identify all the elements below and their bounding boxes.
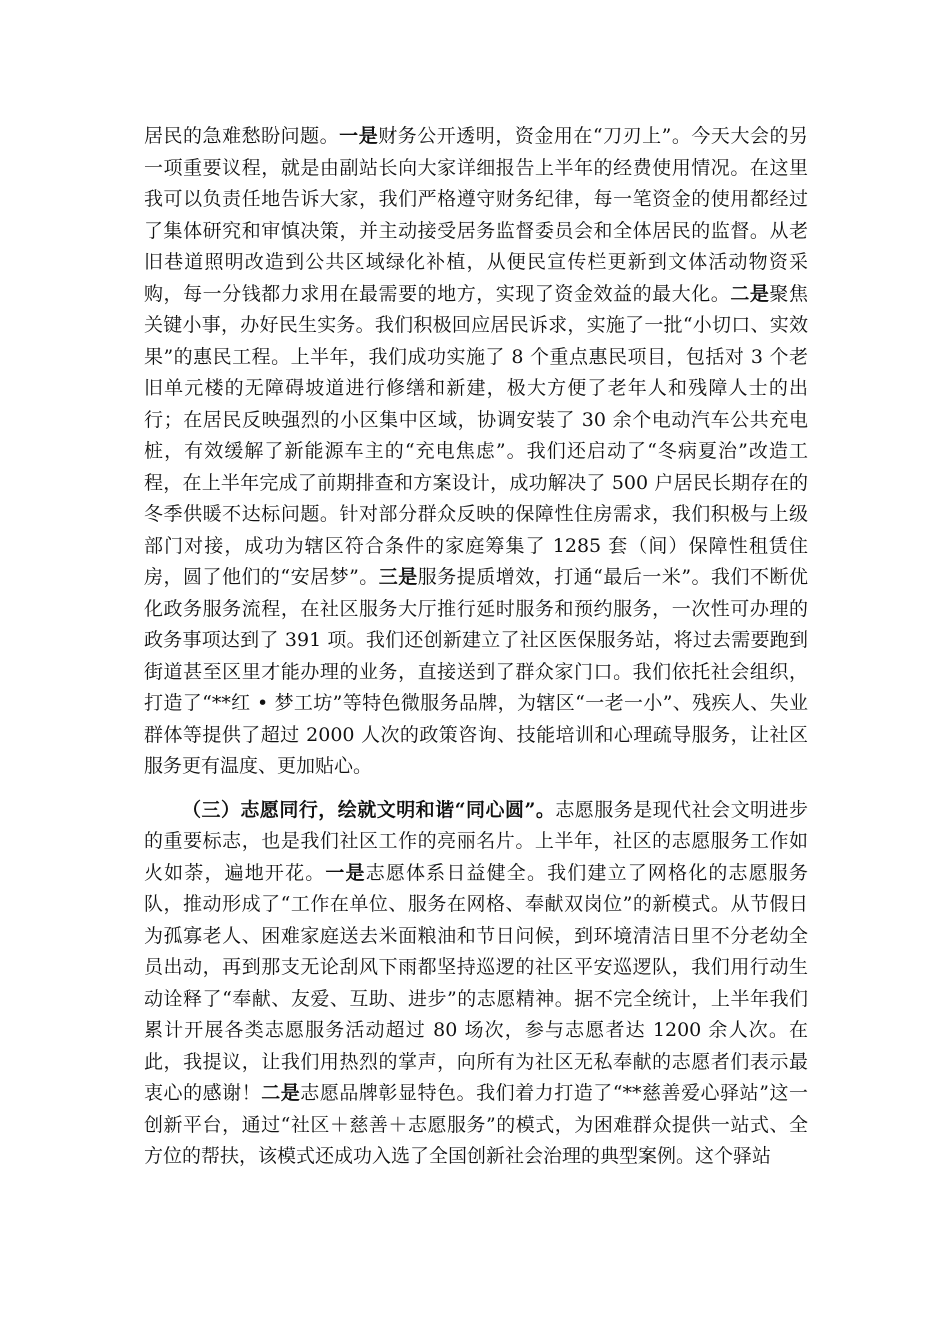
section-heading: （三）志愿同行，绘就文明和谐“同心圆”。 [182,798,556,821]
text-run: 服务提质增效，打通“最后一米”。我们不断优化政务服务流程，在社区服务大厅推行延时服务和预约服务，一次性可办理的政务事项达到了 391 项。我们还创新建立了社区医保服务站，将过去需要跑到街道甚至区里才能办理的业务，直接送到了群众家门口。我们依托社会组织，打造了“**红 • 梦工坊”等特色微服务品牌，为辖区“一老一小”、残疾人、失业群体等提供了超过 2000 人次的政策咨询、技能培训和心理疏导服务，让社区服务更有温度、更加贴心。 [144,566,808,777]
bold-marker-second: 二是 [261,1082,301,1104]
bold-marker-first: 一是 [325,861,366,884]
paragraph-volunteer-section [144,795,808,1173]
paragraph-livelihood-services [144,121,808,783]
bold-marker-first: 一是 [339,125,379,147]
text-run: 聚焦关键小事，办好民生实务。我们积极回应居民诉求，实施了一批“小切口、实效果”的惠民工程。上半年，我们成功实施了 8 个重点惠民项目，包括对 3 个老旧单元楼的无障碍坡道进行修缮和新建，极大方便了老年人和残障人士的出行；在居民反映强烈的小区集中区域，协调安装了 30 余个电动汽车公共充电桩，有效缓解了新能源车主的“充电焦虑”。我们还启动了“冬病夏治”改造工程，在上半年完成了前期排查和方案设计，成功解决了 500 户居民长期存在的冬季供暖不达标问题。针对部分群众反映的保障性住房需求，我们积极与上级部门对接，成功为辖区符合条件的家庭筹集了 1285 套（间）保障性租赁住房，圆了他们的“安居梦”。 [144,282,808,588]
text-run: 志愿体系日益健全。我们建立了网格化的志愿服务队，推动形成了“工作在单位、服务在网格、奉献双岗位”的新模式。从节假日为孤寡老人、困难家庭送去米面粮油和节日问候，到环境清洁日里不分老幼全员出动，再到那支无论刮风下雨都坚持巡逻的社区平安巡逻队，我们用行动生动诠释了“奉献、友爱、互助、进步”的志愿精神。据不完全统计，上半年我们累计开展各类志愿服务活动超过 80 场次，参与志愿者达 1200 余人次。在此，我提议，让我们用热烈的掌声，向所有为社区无私奉献的志愿者们表示最衷心的感谢！ [144,861,808,1104]
text-run: 志愿品牌彰显特色。我们着力打造了“**慈善爱心驿站”这一创新平台，通过“社区＋慈善＋志愿服务”的模式，为困难群众提供一站式、全方位的帮扶，该模式还成功入选了全国创新社会治理的典型案例。这个驿站 [144,1082,808,1167]
text-run: 财务公开透明，资金用在“刀刃上”。今天大会的另一项重要议程，就是由副站长向大家详细报告上半年的经费使用情况。在这里我可以负责任地告诉大家，我们严格遵守财务纪律，每一笔资金的使用都经过了集体研究和审慎决策，并主动接受居务监督委员会和全体居民的监督。从老旧巷道照明改造到公共区域绿化补植，从便民宣传栏更新到文体活动物资采购，每一分钱都力求用在最需要的地方，实现了资金效益的最大化。 [144,125,808,305]
text-run: 志愿服务是现代社会文明进步的重要标志，也是我们社区工作的亮丽名片。上半年，社区的志愿服务工作如火如荼，遍地开花。 [144,798,808,884]
bold-marker-second: 二是 [730,282,770,305]
document-body [144,121,808,1173]
bold-marker-third: 三是 [378,566,418,588]
text-run: 居民的急难愁盼问题。 [144,125,340,147]
